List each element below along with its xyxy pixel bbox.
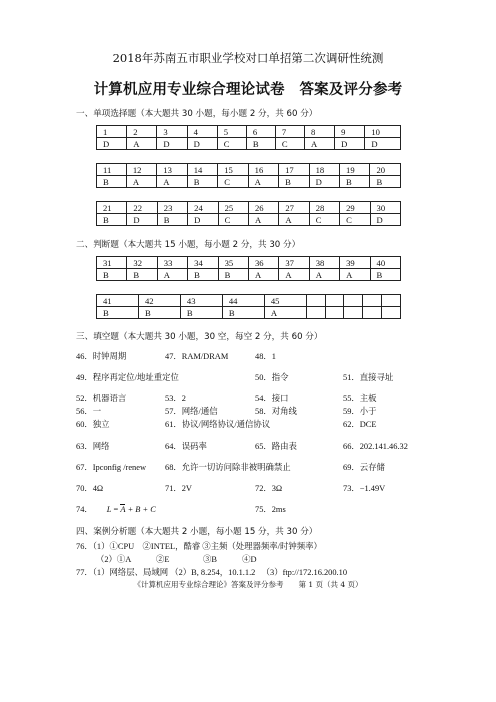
answer-cell: B xyxy=(370,269,400,281)
question-number-cell: 13 xyxy=(157,164,187,176)
question-number-row xyxy=(97,164,401,176)
fill-answer: 48．1 xyxy=(255,352,276,361)
answer-cell: C xyxy=(309,214,339,226)
fill-answer: 59．小于 xyxy=(343,407,377,416)
fill-answer: 75．2ms xyxy=(255,505,286,514)
question-number-cell: 7 xyxy=(275,126,304,138)
question-number-cell: 23 xyxy=(157,202,187,214)
question-number-cell: 2 xyxy=(127,126,157,138)
answer-cell: B xyxy=(97,269,127,281)
answer-cell: D xyxy=(370,214,400,226)
answer-cell: D xyxy=(335,138,365,150)
answer-cell: C xyxy=(217,138,246,150)
answer-row xyxy=(97,269,401,281)
question-number-cell: 21 xyxy=(97,202,127,214)
answer-cell: C xyxy=(275,138,304,150)
answer-cell: B xyxy=(180,307,222,319)
answer-cell: A xyxy=(248,214,278,226)
mc-answer-table-2 xyxy=(96,163,401,188)
answer-cell: D xyxy=(187,138,217,150)
answer-cell: B xyxy=(97,176,127,188)
answer-cell: A xyxy=(126,176,156,188)
section-2-heading: 二、判断题（本大题共 15 小题，每小题 2 分，共 30 分） xyxy=(76,240,301,250)
answer-cell: B xyxy=(97,214,127,226)
fill-answer: 63．网络 xyxy=(76,442,110,451)
answer-cell: A xyxy=(279,214,309,226)
question-number-cell: 35 xyxy=(218,257,248,269)
answer-cell: A xyxy=(279,269,309,281)
case-answer-76-2: （2）①A ②E ③B ④D xyxy=(96,555,257,564)
fill-answer: 72．3Ω xyxy=(255,484,283,493)
answer-cell: B xyxy=(187,176,217,188)
question-number-cell: 41 xyxy=(97,295,139,307)
fill-answer: 53．2 xyxy=(165,394,186,403)
answer-cell: B xyxy=(97,307,139,319)
question-number-cell: 24 xyxy=(188,202,218,214)
question-number-cell: 1 xyxy=(97,126,127,138)
fill-74-eq: = xyxy=(111,505,121,514)
fill-answer: 73．−1.49V xyxy=(343,484,386,493)
answer-cell: B xyxy=(138,307,180,319)
question-number-cell: 36 xyxy=(248,257,278,269)
fill-answer-74 xyxy=(76,503,156,515)
question-number-cell: 4 xyxy=(187,126,217,138)
fill-answer: 64．误码率 xyxy=(165,442,207,451)
page-title-line1: 2018年苏南五市职业学校对口单招第二次调研性统测 xyxy=(112,51,384,65)
question-number-cell: 27 xyxy=(279,202,309,214)
question-number-cell: 34 xyxy=(188,257,218,269)
fill-answer: 71．2V xyxy=(165,484,192,493)
question-number-cell: 33 xyxy=(157,257,187,269)
question-number-cell: 14 xyxy=(187,164,217,176)
question-number-cell: 17 xyxy=(279,164,309,176)
question-number-cell xyxy=(325,295,344,307)
question-number-cell: 25 xyxy=(218,202,248,214)
question-number-cell: 6 xyxy=(246,126,275,138)
fill-74-A-overline: A xyxy=(120,505,126,514)
question-number-cell: 30 xyxy=(370,202,400,214)
section-3-heading: 三、填空题（本大题共 30 小题，30 空，每空 2 分，共 60 分） xyxy=(76,332,323,342)
page-footer: 《计算机应用专业综合理论》答案及评分参考 第 1 页（共 4 页） xyxy=(133,580,363,589)
answer-cell: B xyxy=(340,176,370,188)
answer-cell: B xyxy=(222,307,264,319)
fill-answer: 58．对角线 xyxy=(255,407,297,416)
answer-row xyxy=(97,176,401,188)
fill-answer: 65．路由表 xyxy=(255,442,297,451)
fill-answer: 61．协议/网络协议/通信协议 xyxy=(165,420,271,429)
question-number-row xyxy=(97,257,401,269)
question-number-cell: 43 xyxy=(180,295,222,307)
question-number-cell: 31 xyxy=(97,257,127,269)
fill-answer: 62．DCE xyxy=(343,420,377,429)
fill-answer: 57．网络/通信 xyxy=(165,407,218,416)
question-number-cell: 19 xyxy=(340,164,370,176)
question-number-cell: 5 xyxy=(217,126,246,138)
answer-cell: C xyxy=(218,176,248,188)
question-number-cell: 26 xyxy=(248,202,278,214)
answer-cell: C xyxy=(218,214,248,226)
page-title-line2: 计算机应用专业综合理论试卷 答案及评分参考 xyxy=(93,82,403,98)
answer-cell xyxy=(325,307,344,319)
fill-answer: 54．接口 xyxy=(255,394,289,403)
question-number-cell: 42 xyxy=(138,295,180,307)
question-number-cell: 37 xyxy=(279,257,309,269)
fill-answer: 66．202.141.46.32 xyxy=(343,442,408,451)
question-number-cell: 11 xyxy=(97,164,127,176)
question-number-cell: 8 xyxy=(304,126,334,138)
fill-answer: 68．允许一切访问除非被明确禁止 xyxy=(165,463,291,472)
answer-cell: B xyxy=(157,214,187,226)
answer-cell xyxy=(382,307,401,319)
fill-answer: 70．4Ω xyxy=(76,484,104,493)
tf-answer-table-2 xyxy=(96,294,401,319)
answer-cell: A xyxy=(157,269,187,281)
answer-cell: A xyxy=(127,138,157,150)
fill-answer: 67．Ipconfig /renew xyxy=(76,463,147,472)
answer-cell xyxy=(344,307,363,319)
fill-answer: 56．一 xyxy=(76,407,102,416)
question-number-cell xyxy=(306,295,325,307)
answer-cell: C xyxy=(340,214,370,226)
answer-cell: A xyxy=(340,269,370,281)
tf-answer-table-1 xyxy=(96,256,401,281)
fill-74-number: 74． xyxy=(76,505,93,514)
mc-answer-table-1 xyxy=(96,125,401,150)
question-number-cell: 28 xyxy=(309,202,339,214)
question-number-cell: 3 xyxy=(157,126,187,138)
question-number-cell: 15 xyxy=(218,164,248,176)
answer-cell: A xyxy=(309,269,339,281)
answer-cell xyxy=(306,307,325,319)
question-number-cell: 32 xyxy=(127,257,157,269)
fill-answer: 47．RAM/DRAM xyxy=(165,352,229,361)
question-number-cell: 16 xyxy=(248,164,278,176)
case-answer-77: 77．（1）网络层、局域网 （2）B, 8.254，10.1.1.2 （3）ftp://172.16.200.10 xyxy=(76,568,348,577)
question-number-cell: 39 xyxy=(340,257,370,269)
question-number-cell: 12 xyxy=(126,164,156,176)
fill-answer: 49．程序再定位/地址重定位 xyxy=(76,373,179,382)
fill-74-L: L xyxy=(106,505,112,514)
answer-cell: D xyxy=(97,138,127,150)
fill-74-rest: + B + C xyxy=(125,505,156,514)
fill-answer: 46．时钟周期 xyxy=(76,352,127,361)
answer-cell: A xyxy=(304,138,334,150)
answer-cell: B xyxy=(370,176,401,188)
question-number-row xyxy=(97,295,401,307)
fill-answer: 60．独立 xyxy=(76,420,110,429)
answer-cell: D xyxy=(309,176,339,188)
question-number-row xyxy=(97,202,401,214)
case-answer-76-1: 76．（1）①CPU ②INTEL，酷睿 ③主频（处理器频率/时钟频率） xyxy=(76,542,322,551)
answer-cell: B xyxy=(279,176,309,188)
answer-cell: D xyxy=(127,214,157,226)
answer-cell: D xyxy=(157,138,187,150)
fill-answer: 55．主板 xyxy=(343,394,377,403)
question-number-cell: 22 xyxy=(127,202,157,214)
answer-cell: A xyxy=(264,307,306,319)
answer-cell: B xyxy=(218,269,248,281)
fill-answer: 69．云存储 xyxy=(343,463,385,472)
question-number-cell: 29 xyxy=(340,202,370,214)
answer-cell: A xyxy=(157,176,187,188)
question-number-cell: 18 xyxy=(309,164,339,176)
fill-answer: 52．机器语言 xyxy=(76,394,127,403)
fill-answer: 50．指令 xyxy=(255,373,289,382)
answer-cell: B xyxy=(188,269,218,281)
question-number-cell: 9 xyxy=(335,126,365,138)
answer-row xyxy=(97,138,401,150)
question-number-cell xyxy=(363,295,382,307)
answer-cell: D xyxy=(365,138,401,150)
answer-row xyxy=(97,214,401,226)
question-number-cell xyxy=(382,295,401,307)
question-number-cell: 38 xyxy=(309,257,339,269)
question-number-cell: 44 xyxy=(222,295,264,307)
answer-cell: A xyxy=(248,176,278,188)
answer-cell: B xyxy=(246,138,275,150)
question-number-cell xyxy=(344,295,363,307)
answer-cell: A xyxy=(248,269,278,281)
question-number-cell: 40 xyxy=(370,257,400,269)
section-1-heading: 一、单项选择题（本大题共 30 小题，每小题 2 分，共 60 分） xyxy=(76,109,318,119)
question-number-cell: 20 xyxy=(370,164,401,176)
fill-answer: 51．直接寻址 xyxy=(343,373,394,382)
mc-answer-table-3 xyxy=(96,201,401,226)
answer-row xyxy=(97,307,401,319)
section-4-heading: 四、案例分析题（本大题共 2 小题，每小题 15 分，共 30 分） xyxy=(76,527,318,537)
answer-cell: B xyxy=(127,269,157,281)
answer-cell xyxy=(363,307,382,319)
answer-cell: D xyxy=(188,214,218,226)
question-number-row xyxy=(97,126,401,138)
question-number-cell: 10 xyxy=(365,126,401,138)
question-number-cell: 45 xyxy=(264,295,306,307)
